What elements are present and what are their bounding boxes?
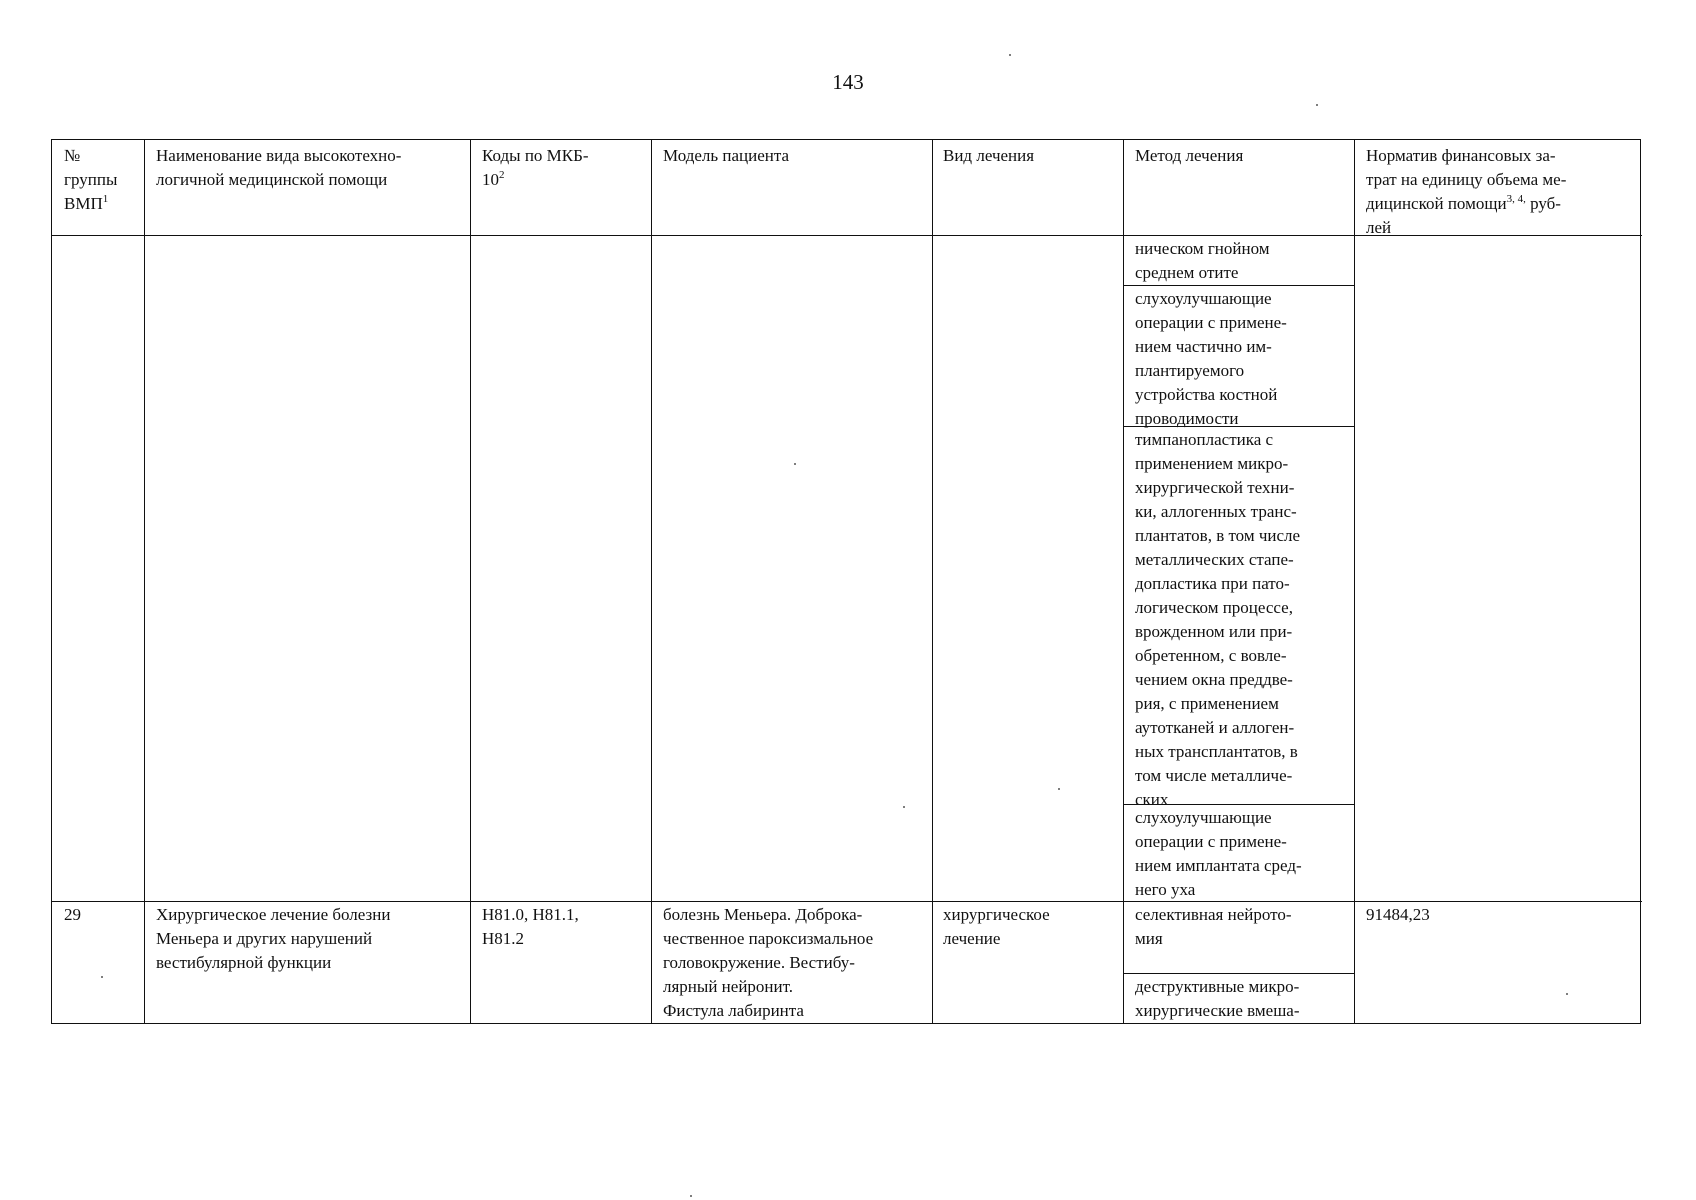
column-divider: [932, 140, 933, 1023]
method-divider: [1123, 285, 1354, 286]
scan-speck: [903, 806, 905, 808]
row29-icd-codes: H81.0, H81.1, H81.2: [482, 905, 579, 948]
column-divider: [1354, 140, 1355, 1023]
header-group-number: № группы ВМП$^1$: [64, 146, 118, 213]
row29-financial-norm: 91484,23: [1366, 905, 1430, 924]
row29-group-number: 29: [64, 905, 81, 924]
row29-method-1: селективная нейрото- мия: [1135, 905, 1292, 948]
header-financial-norm: Норматив финансовых за- трат на единицу объема ме- дицинской помощи$^{3, 4,}$ руб- лей: [1366, 146, 1567, 237]
row29-patient-model: болезнь Меньера. Доброка- чественное пароксизмальное головокружение. Вестибу- лярный нейронит. Фистула лабиринта: [663, 905, 874, 1020]
scan-speck: [1316, 104, 1318, 106]
scan-speck: [1566, 993, 1568, 995]
method-cell: ническом гнойном среднем отите: [1135, 239, 1270, 282]
scan-speck: [1009, 54, 1011, 56]
scan-speck: [690, 1195, 692, 1197]
column-divider: [470, 140, 471, 1023]
header-treatment-type: Вид лечения: [943, 146, 1035, 165]
row29-treatment-type: хирургическое лечение: [943, 905, 1050, 948]
header-patient-model: Модель пациента: [663, 146, 790, 165]
method-divider: [1123, 973, 1354, 974]
row29-care-type-name: Хирургическое лечение болезни Меньера и других нарушений вестибулярной функции: [156, 905, 391, 972]
column-divider: [144, 140, 145, 1023]
scan-speck: [794, 463, 796, 465]
method-cell: слухоулучшающие операции с примене- нием имплантата сред- него уха: [1135, 808, 1302, 899]
column-divider: [651, 140, 652, 1023]
medical-care-table: [51, 139, 1641, 1024]
header-icd-codes: Коды по МКБ- $10^2$: [482, 146, 589, 189]
scan-speck: [101, 976, 103, 978]
page-number: 143: [832, 70, 864, 94]
method-cell: слухоулучшающие операции с примене- нием частично им- плантируемого устройства костной проводимости: [1135, 289, 1287, 428]
column-divider: [1123, 140, 1124, 1023]
scan-speck: [1058, 788, 1060, 790]
row29-method-2: деструктивные микро- хирургические вмеша-: [1135, 977, 1300, 1020]
method-cell: тимпанопластика с применением микро- хирургической техни- ки, аллогенных транс- плантатов, в том числе металлических стапе- допластика при пато- логическом процессе, врожденном или при- обретенном, с вовле- чением окна преддве- рия, с применением аутотканей и аллоген- ных трансплантатов, в том числе металличе- ских: [1135, 430, 1301, 809]
header-care-type-name: Наименование вида высокотехно- логичной медицинской помощи: [156, 146, 402, 189]
header-treatment-method: Метод лечения: [1135, 146, 1244, 165]
row-divider: [52, 901, 1642, 902]
